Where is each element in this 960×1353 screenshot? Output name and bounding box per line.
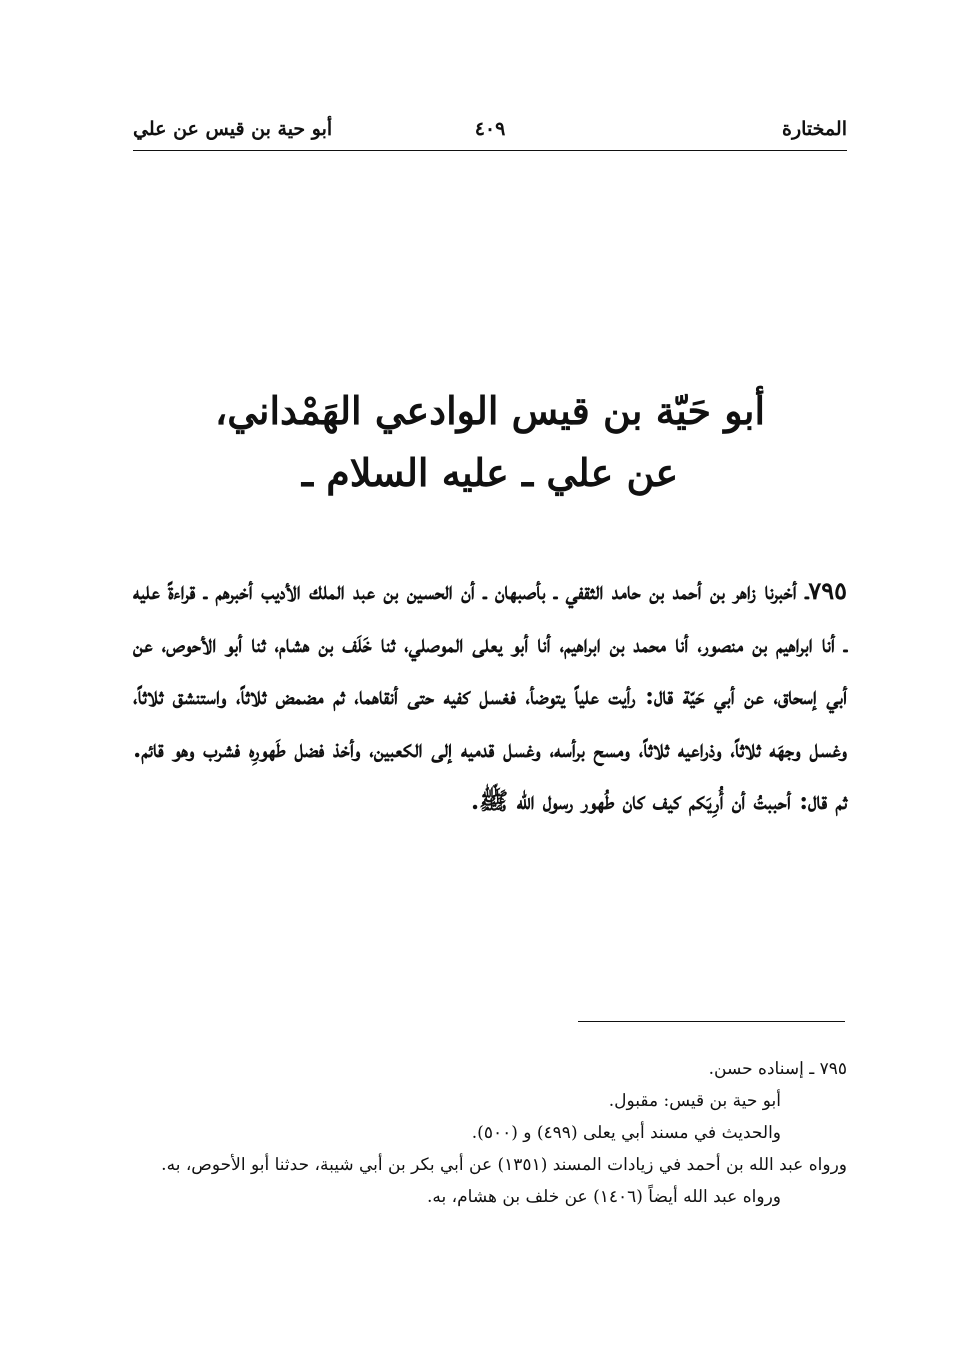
page-number: ٤٠٩ (474, 118, 506, 140)
running-header (133, 114, 847, 148)
chapter-heading (133, 380, 847, 504)
hadith-text: ـ أخبرنا زاهر بن أحمد بن حامد الثقفي ـ بأصبهان ـ أن الحسين بن عبد الملك الأديب أخبرهم ـ قراءةً عليه ـ أنا ابراهيم بن منصور، أنا محمد بن ابراهيم، أنا أبو يعلى الموصلي، ثنا خَلَف بن هشام، ثنا أبو الأحوص، عن أبي إسحاق، عن أبي حَيّة قال: رأيت علياً يتوضأ، فغسل كفيه حتى أنقاهما، ثم مضمض ثلاثاً، واستنشق ثلاثاً، وغسل وجهَه ثلاثاً، وذراعيه ثلاثاً، ومسح برأسه، وغسل قدميه إلى الكعبين، وأخذ فضل طَهورِه فشرب وهو قائم. ثم قال: أحببتُ أن أُرِيَكم كيف كان طُهور رسول الله ﷺ. (133, 576, 847, 815)
footnote-number: ٧٩٥ (819, 1059, 847, 1079)
book-title: المختارة (782, 118, 847, 140)
footnote-text: ـ إسناده حسن. (708, 1059, 815, 1079)
footnote-separator (578, 1021, 845, 1022)
footnote-line: ورواه عبد الله أيضاً (١٤٠٦) عن خلف بن هشام، به. (427, 1187, 781, 1207)
footnote-line: أبو حية بن قيس: مقبول. (608, 1091, 781, 1111)
hadith-number: ٧٩٥ (808, 576, 847, 605)
chapter-heading-line-2: عن علي ـ عليه السلام ـ (301, 450, 679, 495)
header-rule (133, 150, 847, 151)
footnote-line: والحديث في مسند أبي يعلى (٤٩٩) و (٥٠٠). (471, 1123, 781, 1143)
hadith-paragraph (133, 565, 847, 828)
chapter-heading-line-1: أبو حَيّة بن قيس الوادعي الهَمْداني، (214, 388, 766, 433)
footnotes (133, 1053, 847, 1213)
footnote-line (133, 1053, 847, 1085)
running-chapter-title: أبو حية بن قيس عن علي (133, 118, 333, 140)
footnote-line: ورواه عبد الله بن أحمد في زيادات المسند (١٣٥١) عن أبي بكر بن أبي شيبة، حدثنا أبو الأحوص، به. (161, 1155, 847, 1175)
